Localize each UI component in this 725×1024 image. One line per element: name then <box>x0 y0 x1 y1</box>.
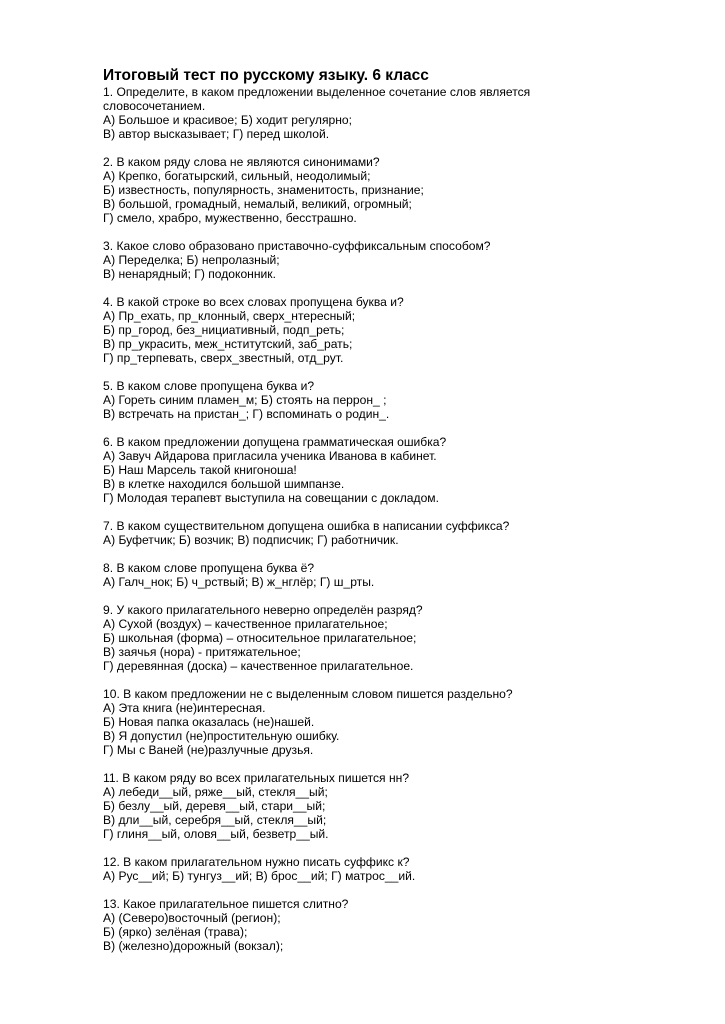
question-line: В) встречать на пристан_; Г) вспоминать о родин_. <box>103 407 390 421</box>
question-text: 3. Какое слово образовано приставочно-суффиксальным способом? <box>103 239 491 253</box>
question-text: 4. В какой строке во всех словах пропущена буква и? <box>103 295 404 309</box>
question-line: Г) смело, храбро, мужественно, бесстрашно. <box>103 211 357 225</box>
document-title: Итоговый тест по русскому языку. 6 класс <box>103 67 429 84</box>
question-block <box>103 85 703 141</box>
question-text: 11. В каком ряду во всех прилагательных пишется нн? <box>103 771 410 785</box>
question-line: А) Гореть синим пламен_м; Б) стоять на перрон_ ; <box>103 393 387 407</box>
question-line: А) Крепко, богатырский, сильный, неодолимый; <box>103 169 371 183</box>
question-line: Б) пр_город, без_нициативный, подп_реть; <box>103 323 345 337</box>
question-block <box>103 155 703 225</box>
question-text: 8. В каком слове пропущена буква ё? <box>103 561 315 575</box>
question-line: А) Эта книга (не)интересная. <box>103 701 266 715</box>
question-block <box>103 295 703 365</box>
question-line: А) лебеди__ый, ряже__ый, стекля__ый; <box>103 785 328 799</box>
question-line: В) ненарядный; Г) подоконник. <box>103 267 276 281</box>
question-text: 13. Какое прилагательное пишется слитно? <box>103 897 349 911</box>
question-line: В) пр_украсить, меж_нститутский, заб_рать; <box>103 337 353 351</box>
question-line: Б) безлу__ый, деревя__ый, стари__ый; <box>103 799 326 813</box>
question-block <box>103 379 703 421</box>
question-line: В) большой, громадный, немалый, великий, огромный; <box>103 197 412 211</box>
question-line: А) Рус__ий; Б) тунгуз__ий; В) брос__ий; Г) матрос__ий. <box>103 869 416 883</box>
question-line: А) Галч_нок; Б) ч_рствый; В) ж_нглёр; Г) ш_рты. <box>103 575 375 589</box>
question-line: А) (Северо)восточный (регион); <box>103 911 281 925</box>
question-line: словосочетанием. <box>103 99 206 113</box>
question-line: Г) деревянная (доска) – качественное прилагательное. <box>103 659 414 673</box>
question-line: Г) глиня__ый, оловя__ый, безветр__ый. <box>103 827 329 841</box>
question-line: Б) (ярко) зелёная (трава); <box>103 925 248 939</box>
question-block <box>103 603 703 673</box>
question-text: 5. В каком слове пропущена буква и? <box>103 379 315 393</box>
question-line: В) заячья (нора) - притяжательное; <box>103 645 301 659</box>
question-line: В) дли__ый, серебря__ый, стекля__ый; <box>103 813 327 827</box>
question-list <box>103 85 703 953</box>
question-block <box>103 771 703 841</box>
question-line: Б) Новая папка оказалась (не)нашей. <box>103 715 315 729</box>
question-block <box>103 561 703 589</box>
question-block <box>103 435 703 505</box>
question-text: 12. В каком прилагательном нужно писать суффикс к? <box>103 855 410 869</box>
question-line: Г) Молодая терапевт выступила на совещании с докладом. <box>103 491 439 505</box>
question-line: В) (железно)дорожный (вокзал); <box>103 939 284 953</box>
question-line: В) в клетке находился большой шимпанзе. <box>103 477 345 491</box>
question-text: 6. В каком предложении допущена грамматическая ошибка? <box>103 435 447 449</box>
question-text: 7. В каком существительном допущена ошибка в написании суффикса? <box>103 519 510 533</box>
question-line: Б) Наш Марсель такой книгоноша! <box>103 463 297 477</box>
question-line: В) автор высказывает; Г) перед школой. <box>103 127 330 141</box>
question-line: А) Переделка; Б) непролазный; <box>103 253 280 267</box>
question-line: А) Буфетчик; Б) возчик; В) подписчик; Г) работничик. <box>103 533 399 547</box>
question-text: 9. У какого прилагательного неверно определён разряд? <box>103 603 423 617</box>
question-line: А) Большое и красивое; Б) ходит регулярно; <box>103 113 352 127</box>
document-page <box>103 66 703 967</box>
question-line: Г) Мы с Ваней (не)разлучные друзья. <box>103 743 314 757</box>
question-text: 10. В каком предложении не с выделенным словом пишется раздельно? <box>103 687 513 701</box>
question-text: 2. В каком ряду слова не являются синонимами? <box>103 155 380 169</box>
question-line: Б) известность, популярность, знаменитость, признание; <box>103 183 424 197</box>
question-line: Б) школьная (форма) – относительное прилагательное; <box>103 631 417 645</box>
question-line: А) Сухой (воздух) – качественное прилагательное; <box>103 617 388 631</box>
question-line: А) Завуч Айдарова пригласила ученика Иванова в кабинет. <box>103 449 437 463</box>
question-line: В) Я допустил (не)простительную ошибку. <box>103 729 340 743</box>
question-block <box>103 897 703 953</box>
question-line: А) Пр_ехать, пр_клонный, сверх_нтересный; <box>103 309 356 323</box>
question-block <box>103 855 703 883</box>
question-block <box>103 239 703 281</box>
question-text: 1. Определите, в каком предложении выделенное сочетание слов является <box>103 85 531 99</box>
question-line: Г) пр_терпевать, сверх_звестный, отд_рут. <box>103 351 344 365</box>
question-block <box>103 687 703 757</box>
question-block <box>103 519 703 547</box>
